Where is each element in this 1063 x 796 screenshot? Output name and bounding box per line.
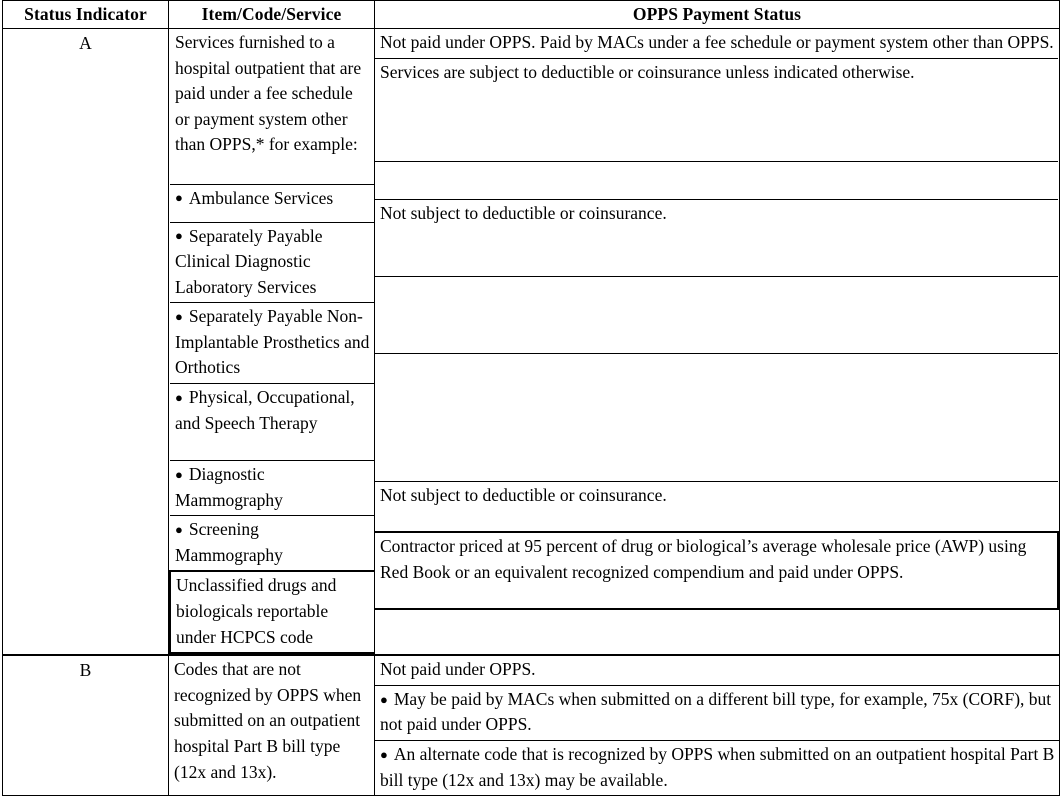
item-block-text: Physical, Occupational, and Speech Therapy <box>175 387 355 433</box>
opps-block-alternate-code <box>375 741 1059 796</box>
item-block-text: Screening Mammography <box>175 519 283 565</box>
column-header-opps-payment-status: OPPS Payment Status <box>375 1 1060 29</box>
list-item <box>375 29 1058 58</box>
item-block-prosthetics-orthotics <box>170 303 374 384</box>
list-item <box>375 276 1058 353</box>
item-block-intro <box>170 29 374 184</box>
opps-subrow-table-b <box>375 656 1059 795</box>
opps-block-not-subject-deductible-1 <box>375 199 1058 276</box>
list-item <box>375 199 1058 276</box>
opps-block-empty-prosthetics <box>375 276 1058 353</box>
opps-block-not-paid-under-opps <box>375 29 1058 58</box>
item-block-screening-mammography <box>170 516 374 572</box>
opps-payment-status-cell-a <box>375 29 1060 656</box>
column-header-status-indicator: Status Indicator <box>3 1 169 29</box>
bullet-icon: ● <box>175 467 183 483</box>
list-item <box>375 58 1058 161</box>
opps-block-text: Not subject to deductible or coinsurance. <box>380 484 667 505</box>
bullet-icon: ● <box>175 228 183 244</box>
list-item <box>170 222 374 303</box>
opps-block-empty-ambulance <box>375 161 1058 199</box>
opps-payment-status-cell-b <box>375 655 1060 795</box>
list-item <box>170 29 374 184</box>
opps-status-indicator-table <box>2 0 1060 796</box>
opps-block-not-paid-under-opps-b <box>375 656 1059 685</box>
opps-block-text: An alternate code that is recognized by OPPS when submitted on an outpatient hospital Part B bill type (12x and 13x) may be available. <box>380 744 1055 790</box>
opps-block-empty-therapy-mammography <box>375 353 1058 481</box>
table-row <box>3 655 1060 795</box>
item-block-text: Diagnostic Mammography <box>175 464 283 510</box>
list-item <box>375 685 1059 740</box>
opps-block-contractor-priced <box>375 532 1058 609</box>
item-code-service-cell-a <box>169 29 375 656</box>
item-block-clinical-diagnostic-lab <box>170 222 374 303</box>
opps-block-text: Contractor priced at 95 percent of drug or biological’s average wholesale price (AWP) using Red Book or an equivalent recognized compendium and paid under OPPS. <box>380 536 1027 582</box>
item-subrow-table-a <box>169 29 374 654</box>
bullet-icon: ● <box>175 309 183 325</box>
bullet-icon: ● <box>380 691 388 707</box>
table-header-row <box>3 1 1060 29</box>
bullet-icon: ● <box>175 190 183 206</box>
item-block-text: Services furnished to a hospital outpatient that are paid under a fee schedule or payment system other than OPPS,* for example: <box>175 32 362 155</box>
bullet-icon: ● <box>175 390 183 406</box>
opps-subrow-table-a <box>375 29 1059 610</box>
list-item <box>375 656 1059 685</box>
list-item <box>170 461 374 516</box>
opps-block-deductible-coinsurance <box>375 58 1058 161</box>
opps-block-text: Not paid under OPPS. <box>380 659 536 680</box>
item-block-therapy <box>170 384 374 461</box>
list-item <box>375 532 1058 609</box>
bullet-icon: ● <box>175 522 183 538</box>
item-block-diagnostic-mammography <box>170 461 374 516</box>
status-indicator-value-b: B <box>3 655 169 795</box>
item-code-service-cell-b <box>169 655 375 795</box>
table-row <box>3 29 1060 656</box>
item-block-unclassified-drugs <box>170 571 374 653</box>
opps-block-may-be-paid-by-macs <box>375 685 1059 740</box>
column-header-item-code-service: Item/Code/Service <box>169 1 375 29</box>
item-block-text: Codes that are not recognized by OPPS when submitted on an outpatient hospital Part B bill type (12x and 13x). <box>174 659 362 782</box>
item-block-ambulance <box>170 184 374 222</box>
list-item <box>170 516 374 572</box>
opps-block-text: May be paid by MACs when submitted on a different bill type, for example, 75x (CORF), but not paid under OPPS. <box>380 688 1052 735</box>
opps-block-text: Services are subject to deductible or coinsurance unless indicated otherwise. <box>380 61 915 82</box>
list-item <box>375 741 1059 796</box>
opps-block-text: Not subject to deductible or coinsurance. <box>380 202 667 223</box>
item-block-text: Separately Payable Non-Implantable Prosthetics and Orthotics <box>175 306 370 378</box>
item-block-text: Separately Payable Clinical Diagnostic Laboratory Services <box>175 225 323 297</box>
list-item <box>170 184 374 222</box>
status-indicator-value-a: A <box>3 29 169 656</box>
list-item <box>170 384 374 461</box>
list-item <box>170 571 374 653</box>
list-item <box>375 481 1058 532</box>
opps-block-text: Not paid under OPPS. Paid by MACs under a fee schedule or payment system other than OPPS. <box>380 32 1054 52</box>
list-item <box>375 161 1058 199</box>
list-item <box>170 303 374 384</box>
item-block-text: Ambulance Services <box>188 187 334 208</box>
opps-block-not-subject-deductible-2 <box>375 481 1058 532</box>
item-block-text: Unclassified drugs and biologicals reportable under HCPCS code <box>176 575 337 647</box>
list-item <box>375 353 1058 481</box>
bullet-icon: ● <box>380 746 388 762</box>
